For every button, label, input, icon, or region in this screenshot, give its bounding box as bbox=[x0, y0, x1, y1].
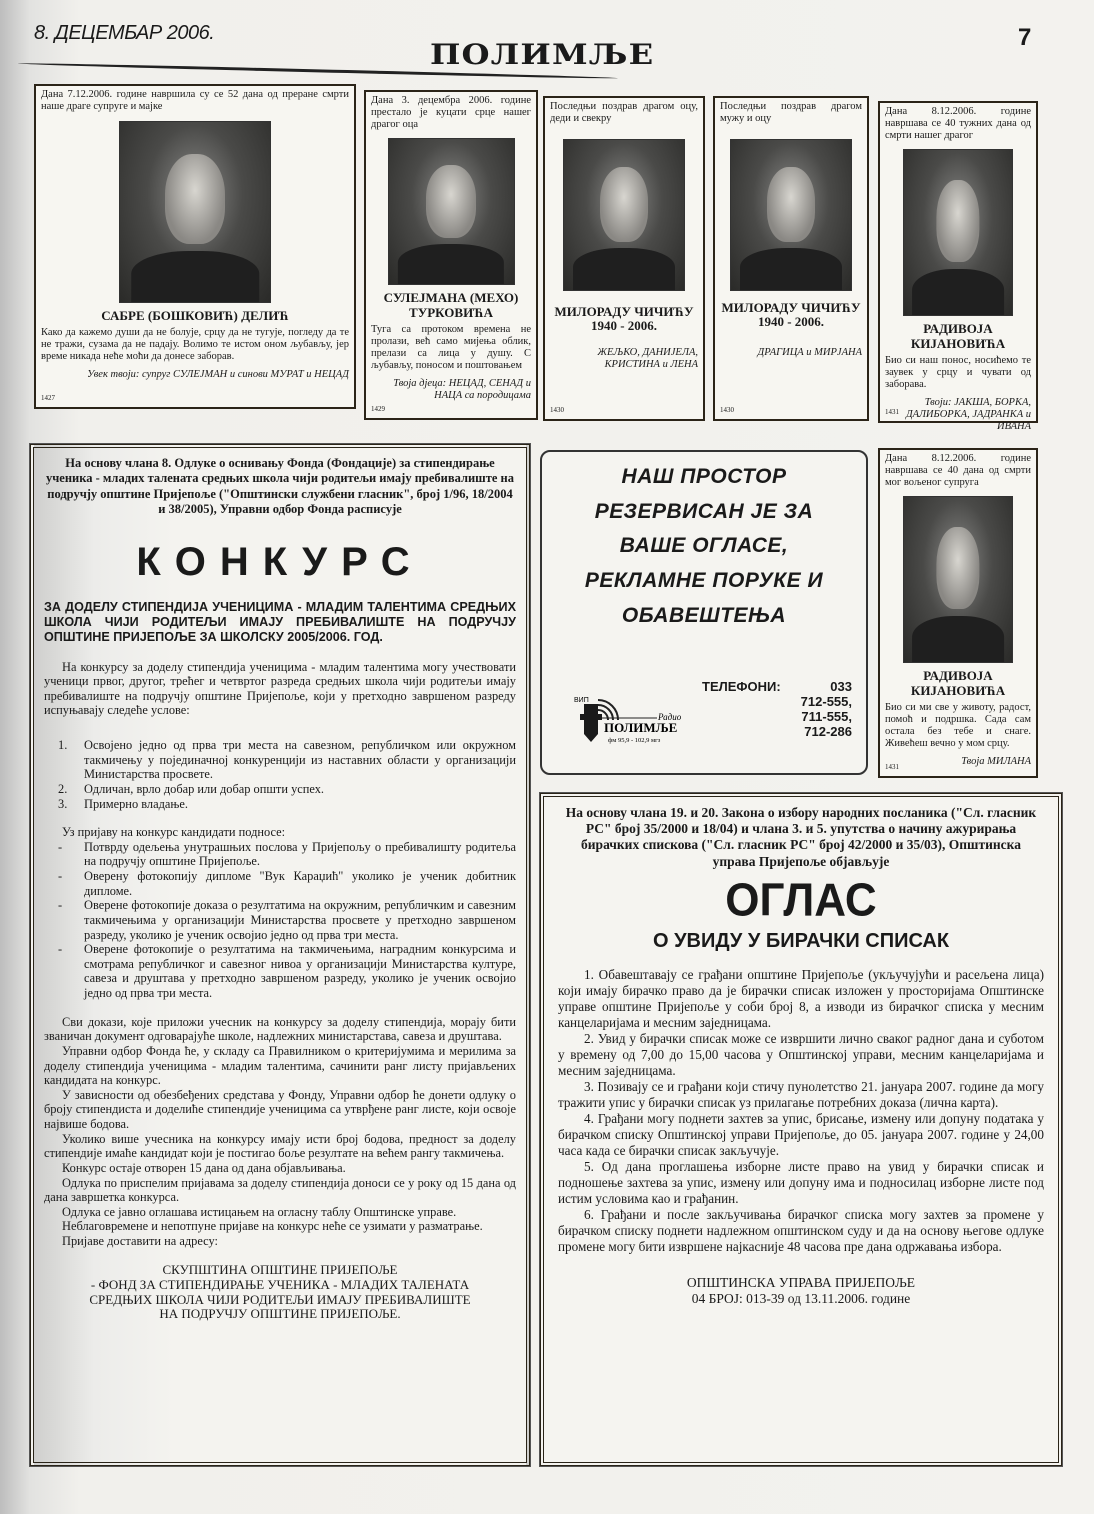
portrait-photo bbox=[903, 149, 1013, 316]
obituary-intro: Последњи поздрав драгом мужу и оцу bbox=[720, 101, 862, 124]
notice-subtitle: ЗА ДОДЕЛУ СТИПЕНДИЈА УЧЕНИЦИМА - МЛАДИМ ТАЛЕНТИМА СРЕДЊИХ ШКОЛА ЧИЈИ РОДИТЕЉИ ИМАЈУ ПРЕБИВАЛИШТЕ НА ПОДРУЧЈУ ОПШТИНЕ ПРИЈЕПОЉЕ ЗА ШКОЛСКУ 2005/2006. ГОД. bbox=[44, 600, 516, 645]
advertising-space-ad: НАШ ПРОСТОР РЕЗЕРВИСАН ЈЕ ЗА ВАШЕ ОГЛАСЕ, РЕКЛАМНЕ ПОРУКЕ И ОБАВЕШТЕЊА ТЕЛЕФОНИ: 033 712-555, 711-555, 712-286 ВИП Радио ПОЛИМЉЕ фм 95,9 - 102,9 мгз bbox=[540, 450, 868, 775]
condition-item: 3. Примерно владање. bbox=[58, 796, 188, 811]
obituary-message: Туга са протоком времена не пролази, већ само мијења облик, прелази са лица у душу. С љубављу, поносом и поштовањем bbox=[371, 323, 531, 372]
obituary-signature: Твоји: ЈАКША, БОРКА, ДАЛИБОРКА, ЈАДРАНКА и ИВАНА bbox=[905, 397, 1031, 433]
ad-slogan: НАШ ПРОСТОР РЕЗЕРВИСАН ЈЕ ЗА ВАШЕ ОГЛАСЕ, РЕКЛАМНЕ ПОРУКЕ И ОБАВЕШТЕЊА bbox=[584, 465, 824, 627]
notice-item: 2. Увид у бирачки списак може се извршити лично сваког радног дана и суботом у времену од 7,00 до 15,00 часова у Општинској управи, месним канцеларијама и месним заједницама. bbox=[558, 1031, 1044, 1078]
obituary-card bbox=[878, 101, 1038, 433]
docs-intro: Уз пријаву на конкурс кандидати подносе: bbox=[62, 825, 286, 840]
ad-number: 1431 bbox=[885, 408, 899, 417]
portrait-photo bbox=[730, 139, 852, 291]
page-number: 7 bbox=[1018, 24, 1032, 51]
obituary-signature: ЖЕЉКО, ДАНИЈЕЛА, КРИСТИНА и ЛЕНА bbox=[597, 347, 698, 371]
notice-item: 1. Обавештавају се грађани општине Пријепоље (укључујући и расељена лица) који имају бирачко право да је бирачки списак изложен у просторијама Општинске управе општине Пријепоље у соби број 8, а изводи из бирачког списка у месним канцеларијама и месним заједницама. bbox=[558, 967, 1044, 1031]
portrait-photo bbox=[119, 121, 271, 303]
svg-text:ВИП: ВИП bbox=[574, 697, 589, 704]
svg-text:фм 95,9 - 102,9 мгз: фм 95,9 - 102,9 мгз bbox=[608, 737, 661, 744]
notice-item: 6. Грађани и после закључивања бирачког списка могу захтев за промене у бирачком списку поднети надлежном општинском суду и да на основу његове одлуке промене могу бити извршене најкасније 48 часова пре дана одржавања избора. bbox=[558, 1206, 1044, 1254]
obituary-card bbox=[878, 448, 1038, 778]
notice-preamble: На основу члана 8. Одлуке о оснивању Фонда (Фондације) за стипендирање ученика - младих талената средњих школа чији родитељи имају пребивалиште на подручју општине Пријепоље ("Општински службени гласник", број 1/96, 18/2004 и 38/2005), Управни одбор Фонда расписује bbox=[45, 456, 514, 516]
ad-number: 1430 bbox=[550, 406, 564, 415]
notice-intro: На конкурсу за доделу стипендија ученицима - младим талентима могу учествовати ученици првог, другог, трећег и четвртог разреда средњих школа чији родитељи имају пребивалиште на подручју општине Пријепоље, који у претходно завршеном разреду испуњавају следеће услове: bbox=[44, 659, 516, 718]
obituary-intro: Последњи поздрав драгом оцу, деди и свекру bbox=[550, 101, 698, 124]
notice-paragraph: Управни одбор Фонда ће, у складу са Правилником о критеријумима и мерилима за доделу стипендија ученицима - младим талентима, сачинити ранг листу пријављених кандидата на конкурс. bbox=[44, 1043, 516, 1088]
ad-number: 1427 bbox=[41, 394, 55, 403]
obituary-message: Како да кажемо души да не болује, срцу да не тугује, погледу да те не тражи, сузама да не падају. Волимо те истом оном љубављу, јер време никада неће моћи да донесе заборав. bbox=[41, 326, 349, 362]
obituary-card bbox=[34, 84, 356, 409]
portrait-photo bbox=[388, 138, 515, 285]
submission-address: СКУПШТИНА ОПШТИНЕ ПРИЈЕПОЉЕ - ФОНД ЗА СТИПЕНДИРАЊЕ УЧЕНИКА - МЛАДИХ ТАЛЕНАТА СРЕДЊИХ ШКОЛА ЧИЈИ РОДИТЕЉИ ИМАЈУ ПРЕБИВАЛИШТЕ НА ПОДРУЧЈУ ОПШТИНЕ ПРИЈЕПОЉЕ. bbox=[89, 1261, 471, 1322]
ad-number: 1431 bbox=[885, 763, 899, 772]
obituary-name: РАДИВОЈА КИЈАНОВИЋА bbox=[910, 321, 1006, 351]
notice-paragraph: Конкурс остаје отворен 15 дана од дана објављивања. bbox=[62, 1160, 346, 1175]
notice-footer: ОПШТИНСКА УПРАВА ПРИЈЕПОЉЕ 04 БРОЈ: 013-39 од 13.11.2006. године bbox=[686, 1274, 916, 1306]
scholarship-notice bbox=[30, 444, 530, 1466]
condition-item: 2. Одличан, врло добар или добар општи успех. bbox=[58, 781, 325, 796]
notice-paragraph: Уколико више учесника на конкурсу имају исти број бодова, предност за доделу стипендије имаће кандидат који је постигао боље резултате на већем рангу такмичења. bbox=[44, 1131, 516, 1161]
obituary-intro: Дана 8.12.2006. године навршава се 40 дана од смрти мог вољеног супруга bbox=[885, 453, 1031, 488]
document-item: - Оверене фотокопије о резултатима на такмичењима, наградним конкурсима и смотрама републичког и савезног нивоа у организацији Министарства културе, савеза и друштава у претходно завршеном разреду, уколико је ученик освојио једно од прва три места. bbox=[58, 942, 516, 1001]
notice-paragraph: Пријаве доставити на адресу: bbox=[62, 1234, 218, 1249]
document-item: - Оверене фотокопије доказа о резултатима на окружним, републичким и савезним такмичењима у организацији Министарства просвете у претходно завршеном разреду, уколико је ученик освојио једно од прва три места. bbox=[58, 898, 516, 942]
issue-date: 8. ДЕЦЕМБАР 2006. bbox=[34, 22, 215, 44]
obituary-intro: Дана 7.12.2006. године навршила су се 52 дана од преране смрти наше драге супруге и мајке bbox=[41, 89, 349, 112]
notice-item: 5. Од дана проглашења изборне листе право на увид у бирачки списак и подношење захтева за упис, измену или допуну има и подносилац изборне листе под истим условима као и грађанин. bbox=[558, 1158, 1044, 1206]
obituary-signature: ДРАГИЦА и МИРЈАНА bbox=[757, 347, 862, 359]
notice-title: ОГЛАС bbox=[725, 874, 877, 926]
portrait-photo bbox=[563, 139, 685, 291]
svg-text:Радио: Радио bbox=[658, 712, 682, 722]
obituary-intro: Дана 3. децембра 2006. године престало је куцати срце нашег драгог оца bbox=[371, 95, 531, 130]
svg-text:ПОЛИМЉЕ: ПОЛИМЉЕ bbox=[604, 720, 678, 735]
obituary-card bbox=[713, 96, 869, 421]
obituary-name: СУЛЕЈМАНА (МЕХО) ТУРКОВИЋА bbox=[383, 290, 519, 320]
voter-list-notice bbox=[540, 793, 1062, 1466]
obituary-message: Био си ми све у животу, радост, помоћ и подршка. Сада сам остала без тебе и снаге. Живећеш вечно у мом срцу. bbox=[885, 701, 1031, 750]
notice-paragraph: У зависности од обезбеђених средстава у Фонду, Управни одбор ће донети одлуку о броју стипендиста и доделиће стипендије ученицима са утврђене ранг листе, који освоје највише бодова. bbox=[44, 1087, 516, 1132]
notice-paragraph: Неблаговремене и непотпуне пријаве на конкурс неће се узимати у разматрање. bbox=[62, 1219, 483, 1234]
radio-polimlje-logo bbox=[572, 694, 687, 746]
document-item: - Потврду одељења унутрашњих послова у Пријепољу о пребивалишту родитеља на подручју општине Пријепоље. bbox=[58, 839, 516, 869]
obituary-signature: Увек твоји: супруг СУЛЕЈМАН и синови МУРАТ и НЕЦАД bbox=[87, 368, 349, 380]
obituary-name: САБРЕ (БОШКОВИЋ) ДЕЛИЋ bbox=[101, 307, 289, 323]
notice-paragraph: Сви докази, које приложи учесник на конкурсу за доделу стипендија, морају бити званичан документ одговарајуће школе, надлежних министарстава, савеза и друштава. bbox=[44, 1014, 516, 1044]
obituary-message: Био си наш понос, носићемо те заувек у срцу и чувати од заборава. bbox=[885, 354, 1031, 390]
portrait-photo bbox=[903, 496, 1013, 663]
notice-preamble: На основу члана 19. и 20. Закона о избору народних посланика ("Сл. гласник РС" број 35/2000 и 18/04) и члана 3. и 5. упутства о начину ажурирања бирачких спискова ("Сл. гласник РС" број 42/2000 и 35/03), Општинска управа Пријепоље објављује bbox=[565, 805, 1037, 869]
newspaper-title: ПОЛИМЉЕ bbox=[430, 38, 655, 71]
notice-title: КОНКУРС bbox=[136, 540, 424, 584]
obituary-name: РАДИВОЈА КИЈАНОВИЋА bbox=[910, 668, 1006, 698]
notice-item: 3. Позивају се и грађани који стичу пунолетство 21. јануара 2007. године да могу тражити упис у бирачки списак уз прилагање потребних доказа (лична карта). bbox=[558, 1078, 1044, 1110]
obituary-card bbox=[364, 90, 538, 420]
ad-number: 1430 bbox=[720, 406, 734, 415]
obituary-signature: Твоја МИЛАНА bbox=[961, 756, 1031, 768]
ad-number: 1429 bbox=[371, 405, 385, 414]
obituary-intro: Дана 8.12.2006. године навршава се 40 тужних дана од смрти нашег драгог bbox=[885, 106, 1031, 141]
notice-paragraph: Одлука по приспелим пријавама за доделу стипендија доноси се у року од 15 дана од дана завршетка конкурса. bbox=[44, 1175, 516, 1205]
notice-subtitle: О УВИДУ У БИРАЧКИ СПИСАК bbox=[652, 929, 950, 952]
obituary-signature: Твоја дјеца: НЕЦАД, СЕНАД и НАЦА са породицама bbox=[393, 378, 531, 402]
obituary-card bbox=[543, 96, 705, 421]
obituary-name: МИЛОРАДУ ЧИЧИЋУ 1940 - 2006. bbox=[554, 303, 694, 333]
condition-item: 1. Освојено једно од прва три места на савезном, републичком или окружном такмичењу у појединачној конкуренцији из наставних области у организацији Министарства просвете. bbox=[58, 738, 516, 782]
notice-paragraph: Одлука се јавно оглашава истицањем на огласну таблу Општинске управе. bbox=[62, 1204, 457, 1219]
obituary-name: МИЛОРАДУ ЧИЧИЋУ 1940 - 2006. bbox=[721, 299, 861, 329]
document-item: - Оверену фотокопију дипломе "Вук Караџић" уколико је ученик добитник дипломе. bbox=[58, 869, 516, 898]
notice-item: 4. Грађани могу поднети захтев за упис, брисање, измену или допуну података у бирачком списку Општинској управи Пријепоље, до 05. јануара 2007. године у 24,00 часа када се бирачки списак закључује. bbox=[558, 1110, 1044, 1158]
